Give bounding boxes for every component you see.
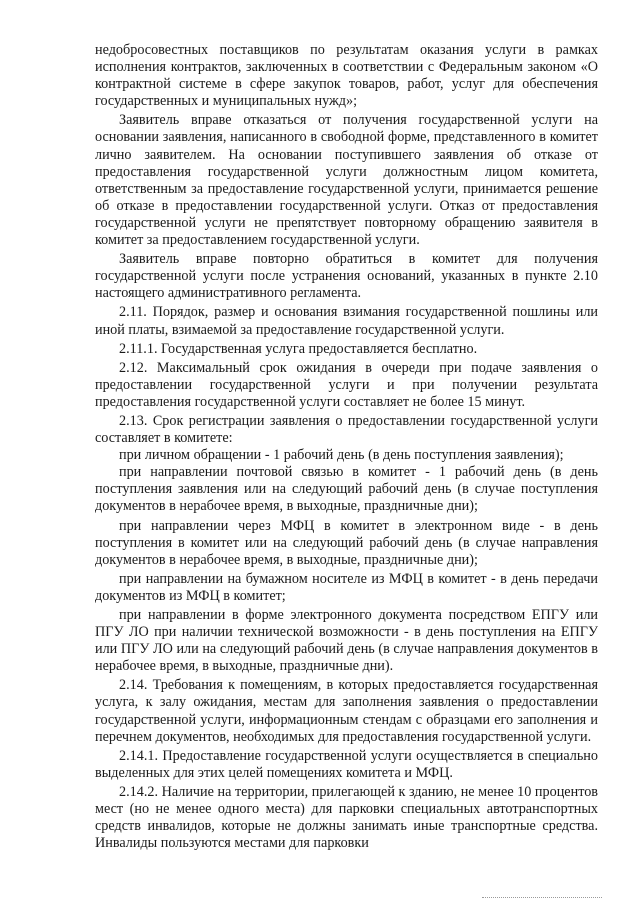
paragraph-2-11: 2.11. Порядок, размер и основания взимания государственной пошлины или иной платы, взимаемой за предоставление государственной услуги.: [95, 304, 598, 338]
paragraph-repeat-application: Заявитель вправе повторно обратиться в комитет для получения государственной услуги после устранения оснований, указанных в пункте 2.10 настоящего административного регламента.: [95, 251, 598, 302]
paragraph-epgu: при направлении в форме электронного документа посредством ЕПГУ или ПГУ ЛО при наличии технической возможности - в день поступления на ЕПГУ или ПГУ ЛО или на следующий рабочий день (в случае направления документов в нерабочее время, в выходные, праздничные дни).: [95, 607, 598, 675]
paragraph-postal: при направлении почтовой связью в комитет - 1 рабочий день (в день поступления заявления или на следующий рабочий день (в случае поступления документов в нерабочее время, в выходные, праздничные дни);: [95, 464, 598, 515]
paragraph-2-12: 2.12. Максимальный срок ожидания в очереди при подаче заявления о предоставлении государственной услуги и при получении результата предоставления государственной услуги составляет не более 15 минут.: [95, 359, 598, 410]
paragraph-2-13: 2.13. Срок регистрации заявления о предоставлении государственной услуги составляет в комитете:: [95, 412, 598, 447]
paragraph-mfc-electronic: при направлении через МФЦ в комитет в электронном виде - в день поступления в комитет или на следующий рабочий день (в случае направления документов в нерабочее время, в выходные, праздничные дни);: [95, 517, 598, 568]
paragraph-personal-visit: при личном обращении - 1 рабочий день (в день поступления заявления);: [119, 447, 564, 464]
paragraph-mfc-paper: при направлении на бумажном носителе из МФЦ в комитет - в день передачи документов из МФЦ в комитет;: [95, 570, 598, 604]
document-page: [95, 42, 598, 852]
paragraph-refusal-right: Заявитель вправе отказаться от получения государственной услуги на основании заявления, написанного в свободной форме, представленного в комитет лично заявителем. На основании поступившего заявления об отказе от предоставления государственной услуги должностным лицом комитета, ответственным за предоставление государственной услуги, принимается решение об отказе в предоставлении государственной услуги. Отказ от предоставления государственной услуги не препятствует повторному обращению заявителя в комитет за предоставлением государственной услуги.: [95, 112, 598, 249]
paragraph-2-14-1: 2.14.1. Предоставление государственной услуги осуществляется в специально выделенных для этих целей помещениях комитета и МФЦ.: [95, 747, 598, 781]
paragraph-2-11-1: 2.11.1. Государственная услуга предоставляется бесплатно.: [119, 340, 478, 357]
paragraph-2-14: 2.14. Требования к помещениям, в которых предоставляется государственная услуга, к залу ожидания, местам для заполнения заявления о предоставлении государственной услуги, информационным стендам с образцами его заполнения и перечнем документов, необходимых для предоставления государственной услуги.: [95, 677, 598, 745]
paragraph-suppliers-continuation: недобросовестных поставщиков по результатам оказания услуги в рамках исполнения контрактов, заключенных в соответствии с Федеральным законом «О контрактной системе в сфере закупок товаров, работ, услуг для обеспечения государственных и муниципальных нужд»;: [95, 42, 598, 110]
paragraph-2-14-2: 2.14.2. Наличие на территории, прилегающей к зданию, не менее 10 процентов мест (но не менее одного места) для парковки специальных автотранспортных средств инвалидов, которые не должны занимать иные транспортные средства. Инвалиды пользуются местами для парковки: [95, 783, 598, 852]
scan-edge-mark: [482, 897, 602, 899]
